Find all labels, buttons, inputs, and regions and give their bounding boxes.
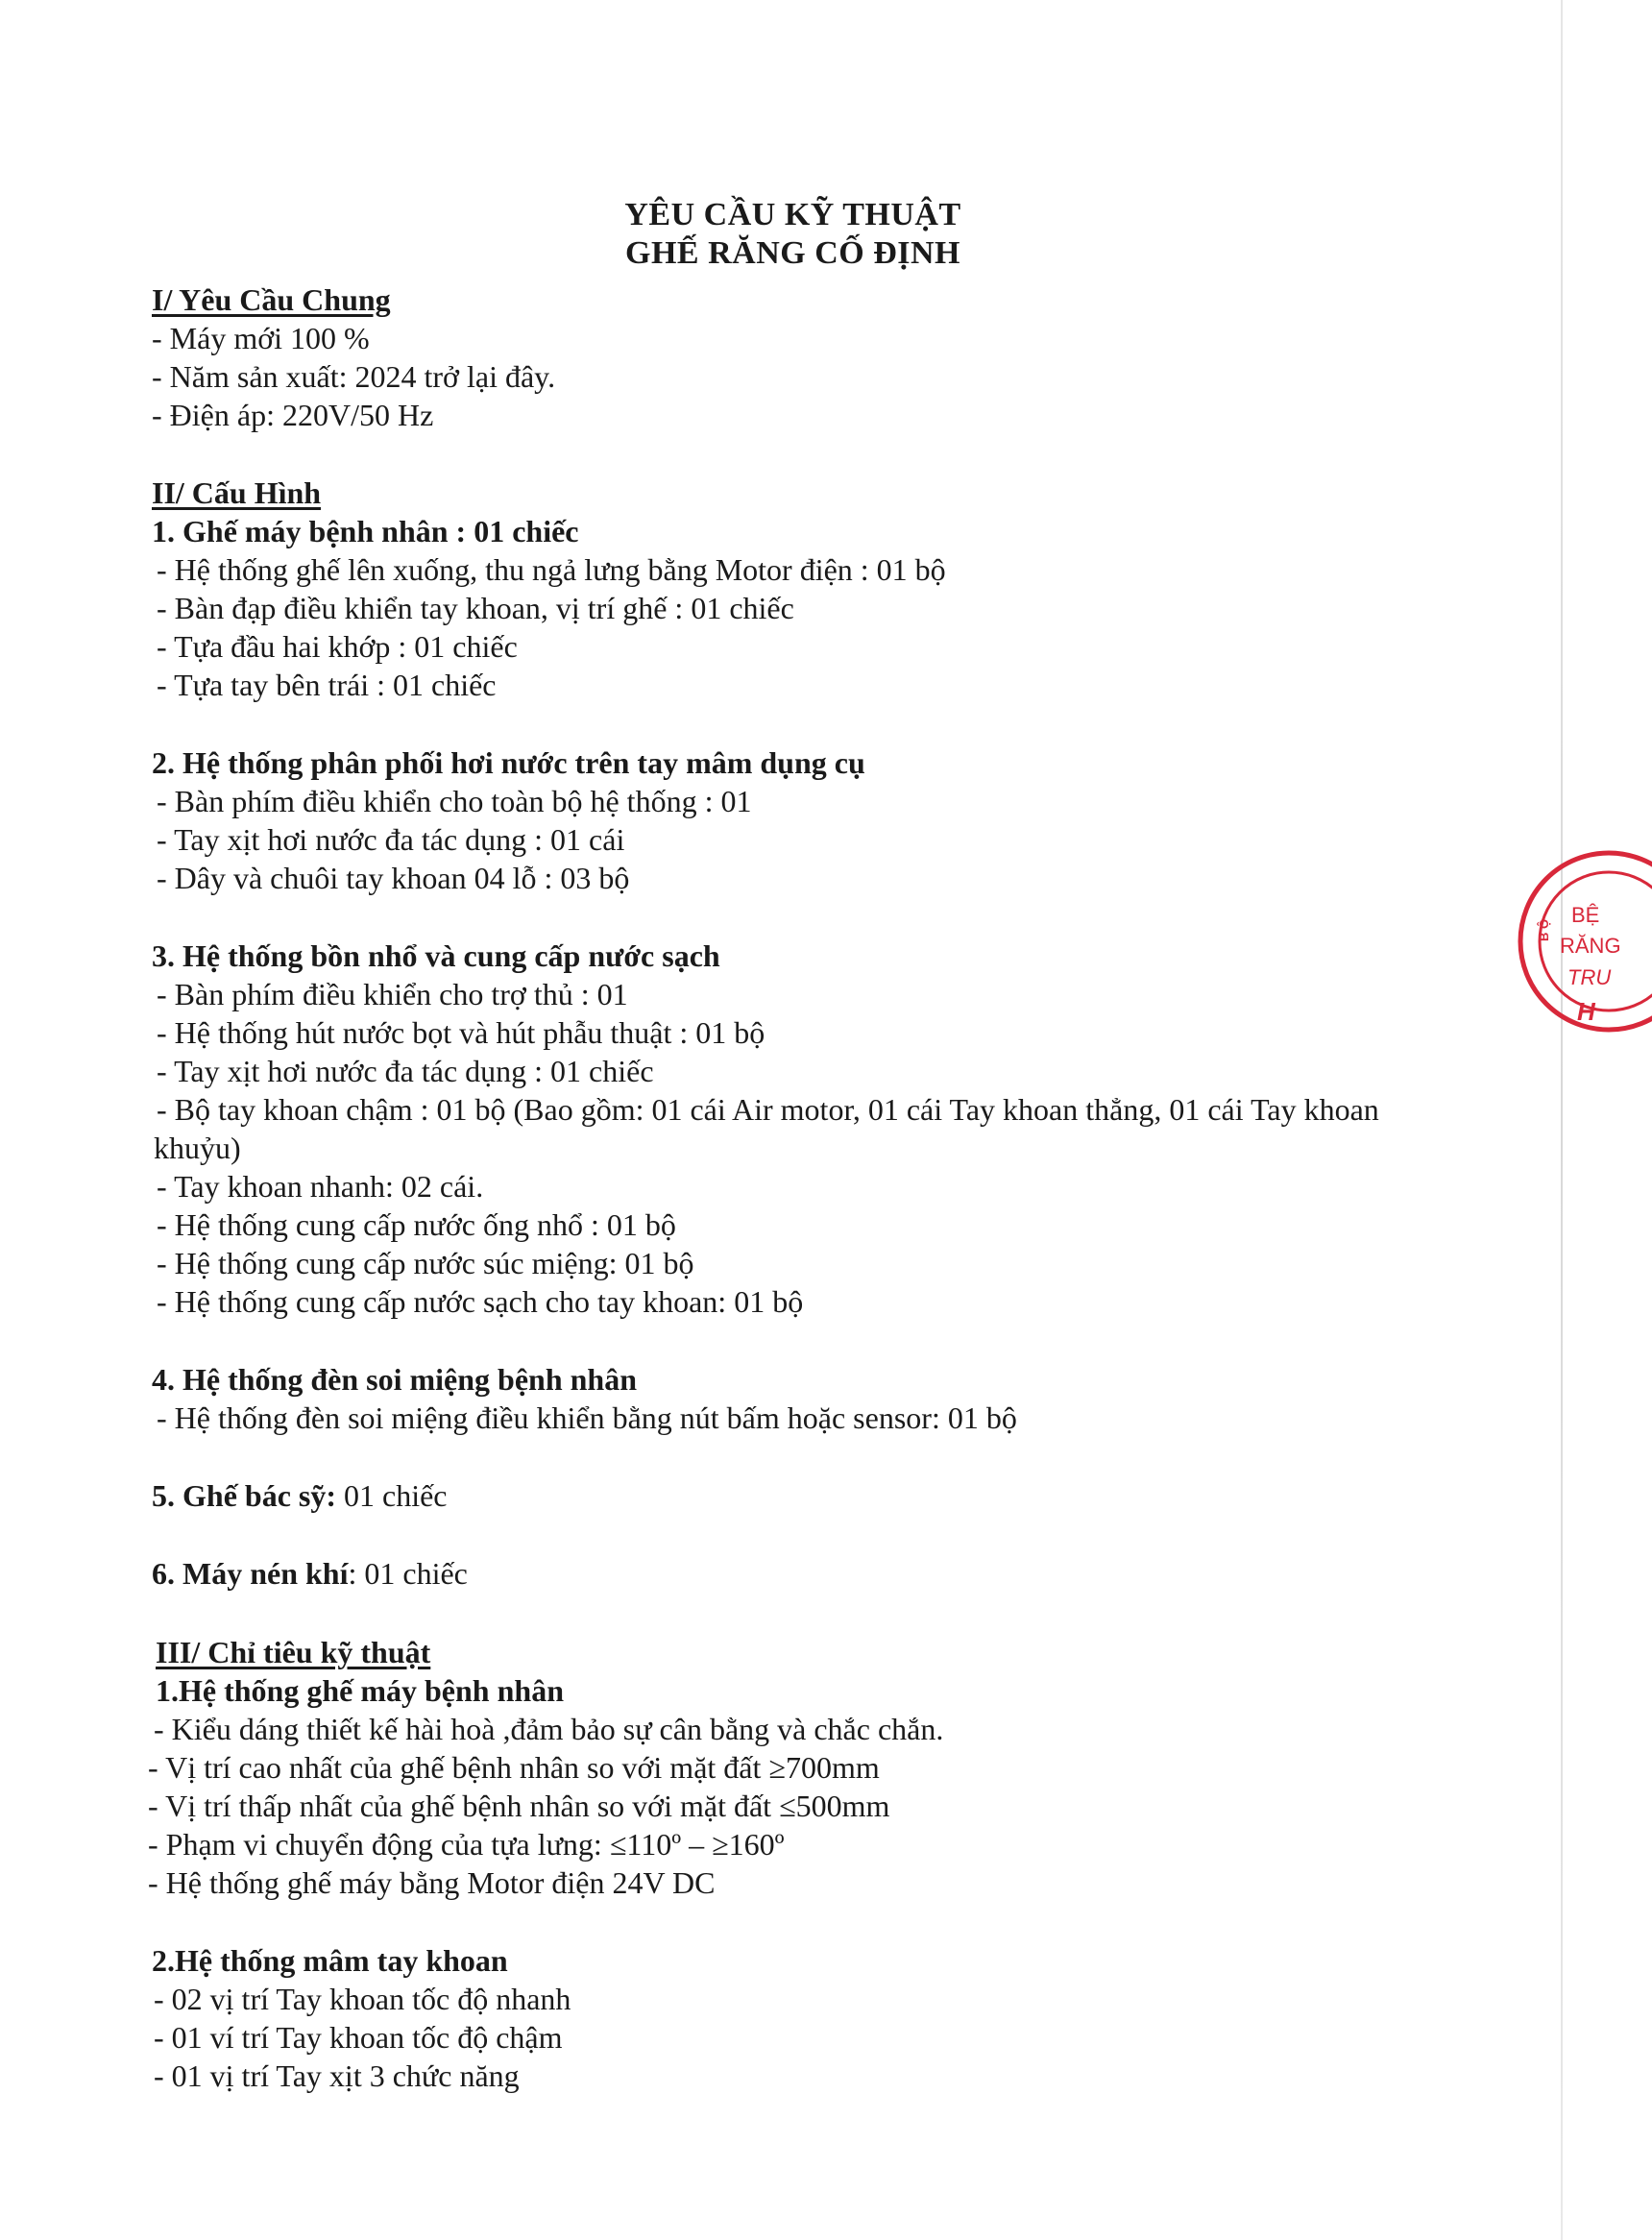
air-compressor-label: 6. Máy nén khí — [152, 1556, 349, 1591]
list-item: - Bộ tay khoan chậm : 01 bộ (Bao gồm: 01 cái Air motor, 01 cái Tay khoan thẳng, 01 cái Tay khoan — [157, 1092, 1379, 1127]
subsection-heading: 3. Hệ thống bồn nhổ và cung cấp nước sạch — [152, 938, 720, 973]
official-stamp — [1479, 845, 1652, 1037]
list-item: - Bàn phím điều khiển cho trợ thủ : 01 — [157, 977, 628, 1011]
stamp-text: H — [1577, 997, 1595, 1026]
stamp-text: TRU — [1567, 965, 1612, 989]
stamp-text: BỆ — [1571, 903, 1600, 927]
list-item: - Hệ thống ghế lên xuống, thu ngả lưng bằng Motor điện : 01 bộ — [157, 552, 946, 587]
list-item: - Vị trí thấp nhất của ghế bệnh nhân so với mặt đất ≤500mm — [148, 1789, 890, 1823]
air-compressor-line — [152, 1554, 468, 1593]
list-item: - Hệ thống đèn soi miệng điều khiển bằng nút bấm hoặc sensor: 01 bộ — [157, 1400, 1017, 1435]
list-item: - 01 vị trí Tay xịt 3 chức năng — [154, 2058, 520, 2093]
list-item: - 01 ví trí Tay khoan tốc độ chậm — [154, 2020, 563, 2055]
list-item: - Hệ thống cung cấp nước súc miệng: 01 bộ — [157, 1246, 694, 1280]
list-item: - Vị trí cao nhất của ghế bệnh nhân so với mặt đất ≥700mm — [148, 1750, 880, 1785]
doctor-chair-label: 5. Ghế bác sỹ: — [152, 1478, 336, 1513]
doctor-chair-value: 01 chiếc — [336, 1478, 448, 1513]
subsection-heading: 2.Hệ thống mâm tay khoan — [152, 1943, 508, 1978]
list-item: - Máy mới 100 % — [152, 321, 370, 355]
stamp-side-text: B Ộ — [1537, 918, 1551, 941]
list-item: - Hệ thống ghế máy bằng Motor điện 24V DC — [148, 1865, 716, 1900]
air-compressor-value: : 01 chiếc — [348, 1556, 468, 1591]
doctor-chair-line — [152, 1476, 448, 1515]
subsection-heading: 1. Ghế máy bệnh nhân : 01 chiếc — [152, 514, 579, 548]
list-item: - Điện áp: 220V/50 Hz — [152, 398, 434, 432]
list-item: - Kiểu dáng thiết kế hài hoà ,đảm bảo sự cân bằng và chắc chắn. — [154, 1712, 944, 1746]
list-item: - Tay khoan nhanh: 02 cái. — [157, 1169, 484, 1204]
list-item: - 02 vị trí Tay khoan tốc độ nhanh — [154, 1982, 571, 2016]
list-item: - Tay xịt hơi nước đa tác dụng : 01 chiếc — [157, 1054, 654, 1088]
list-item: - Tựa đầu hai khớp : 01 chiếc — [157, 629, 518, 664]
section-3-heading: III/ Chỉ tiêu kỹ thuật — [156, 1635, 431, 1669]
subsection-heading: 1.Hệ thống ghế máy bệnh nhân — [156, 1673, 564, 1708]
section-2-heading: II/ Cấu Hình — [152, 475, 322, 510]
stamp-text: RĂNG — [1560, 934, 1621, 958]
list-item: - Phạm vi chuyển động của tựa lưng: ≤110º – ≥160º — [148, 1827, 785, 1862]
list-item: - Hệ thống cung cấp nước ống nhổ : 01 bộ — [157, 1207, 676, 1242]
subsection-heading: 4. Hệ thống đèn soi miệng bệnh nhân — [152, 1362, 638, 1397]
list-item: - Bàn phím điều khiển cho toàn bộ hệ thống : 01 — [157, 784, 752, 818]
list-item: - Năm sản xuất: 2024 trở lại đây. — [152, 359, 556, 394]
list-item: - Hệ thống hút nước bọt và hút phẫu thuật : 01 bộ — [157, 1015, 765, 1050]
list-item: - Dây và chuôi tay khoan 04 lỗ : 03 bộ — [157, 861, 630, 895]
scan-edge — [1561, 0, 1563, 2240]
section-1-heading: I/ Yêu Cầu Chung — [152, 282, 391, 317]
subsection-heading: 2. Hệ thống phân phối hơi nước trên tay mâm dụng cụ — [152, 745, 865, 780]
list-item: - Bàn đạp điều khiển tay khoan, vị trí ghế : 01 chiếc — [157, 591, 794, 625]
document-title-line1: YÊU CẦU KỸ THUẬT — [624, 197, 961, 232]
document-title-line2: GHẾ RĂNG CỐ ĐỊNH — [625, 235, 960, 271]
list-item: - Tay xịt hơi nước đa tác dụng : 01 cái — [157, 822, 625, 857]
list-item: - Tựa tay bên trái : 01 chiếc — [157, 668, 497, 702]
list-item: khuỷu) — [154, 1131, 241, 1165]
list-item: - Hệ thống cung cấp nước sạch cho tay khoan: 01 bộ — [157, 1284, 804, 1319]
